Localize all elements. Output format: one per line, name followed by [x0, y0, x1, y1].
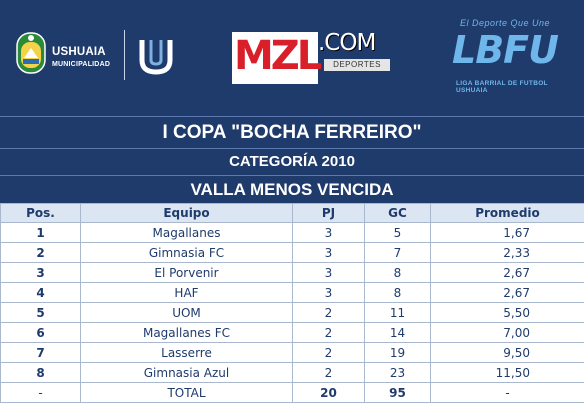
- cell-pj: 2: [293, 363, 365, 383]
- cell-pj: 3: [293, 263, 365, 283]
- table-row: [1, 263, 584, 283]
- cell-pos: 3: [1, 263, 81, 283]
- cell-equipo: HAF: [81, 283, 293, 303]
- mzl-logo-com: .COM: [318, 30, 376, 56]
- table-row: [1, 303, 584, 323]
- cell-pos: 2: [1, 243, 81, 263]
- section-title: VALLA MENOS VENCIDA: [0, 175, 584, 204]
- total-cell-promedio: -: [431, 383, 584, 403]
- cell-pj: 3: [293, 223, 365, 243]
- cell-pj: 3: [293, 243, 365, 263]
- mzl-logo-text: MZL: [234, 33, 320, 79]
- logo-divider: [124, 30, 125, 80]
- lbfu-logo-subtitle: LIGA BARRIAL DE FUTBOL USHUAIA: [456, 80, 548, 94]
- cell-pj: 2: [293, 323, 365, 343]
- cell-pos: 6: [1, 323, 81, 343]
- total-cell-pos: -: [1, 383, 81, 403]
- cell-promedio: 1,67: [431, 223, 584, 243]
- table-header-row: [1, 204, 584, 223]
- cell-promedio: 7,00: [431, 323, 584, 343]
- column-header-pos: Pos.: [1, 204, 81, 223]
- header-banner: [0, 0, 584, 116]
- lbfu-logo-text: LBFU: [452, 28, 558, 72]
- standings-table: [0, 203, 584, 403]
- cell-gc: 8: [365, 283, 431, 303]
- column-header-gc: GC: [365, 204, 431, 223]
- cell-promedio: 5,50: [431, 303, 584, 323]
- column-header-equipo: Equipo: [81, 204, 293, 223]
- column-header-pj: PJ: [293, 204, 365, 223]
- cell-equipo: Gimnasia FC: [81, 243, 293, 263]
- cell-pj: 2: [293, 303, 365, 323]
- cell-equipo: Magallanes: [81, 223, 293, 243]
- cell-gc: 14: [365, 323, 431, 343]
- column-header-promedio: Promedio: [431, 204, 584, 223]
- cell-pos: 7: [1, 343, 81, 363]
- cell-equipo: Lasserre: [81, 343, 293, 363]
- mzl-logo: [232, 26, 392, 88]
- table-row: [1, 243, 584, 263]
- cell-equipo: Magallanes FC: [81, 323, 293, 343]
- cell-equipo: Gimnasia Azul: [81, 363, 293, 383]
- cell-pj: 2: [293, 343, 365, 363]
- cell-gc: 8: [365, 263, 431, 283]
- cell-gc: 23: [365, 363, 431, 383]
- cell-promedio: 2,67: [431, 263, 584, 283]
- ushuaia-crest-icon: [16, 32, 46, 74]
- table-row: [1, 323, 584, 343]
- total-cell-label: TOTAL: [81, 383, 293, 403]
- tournament-title: I COPA "BOCHA FERREIRO": [0, 116, 584, 148]
- cell-gc: 11: [365, 303, 431, 323]
- cell-pos: 5: [1, 303, 81, 323]
- table-row: [1, 343, 584, 363]
- cell-pj: 3: [293, 283, 365, 303]
- cell-promedio: 2,67: [431, 283, 584, 303]
- lbfu-logo: [452, 14, 562, 100]
- mzl-logo-deportes: DEPORTES: [324, 59, 390, 71]
- table-row: [1, 223, 584, 243]
- category-title: CATEGORÍA 2010: [0, 148, 584, 175]
- cell-gc: 7: [365, 243, 431, 263]
- cell-promedio: 2,33: [431, 243, 584, 263]
- cell-equipo: El Porvenir: [81, 263, 293, 283]
- cell-pos: 1: [1, 223, 81, 243]
- ushuaia-logo: [16, 32, 126, 80]
- cell-promedio: 11,50: [431, 363, 584, 383]
- table-row: [1, 283, 584, 303]
- cell-gc: 5: [365, 223, 431, 243]
- ushuaia-logo-name: USHUAIA: [52, 46, 106, 58]
- cell-equipo: UOM: [81, 303, 293, 323]
- total-cell-pj: 20: [293, 383, 365, 403]
- cell-pos: 8: [1, 363, 81, 383]
- cell-pos: 4: [1, 283, 81, 303]
- cell-promedio: 9,50: [431, 343, 584, 363]
- u-mark-icon: [136, 36, 176, 76]
- table-total-row: [1, 383, 584, 403]
- ushuaia-logo-subtitle: MUNICIPALIDAD: [52, 61, 111, 68]
- cell-gc: 19: [365, 343, 431, 363]
- lbfu-logo-tagline: El Deporte Que Une: [460, 18, 551, 28]
- table-row: [1, 363, 584, 383]
- total-cell-gc: 95: [365, 383, 431, 403]
